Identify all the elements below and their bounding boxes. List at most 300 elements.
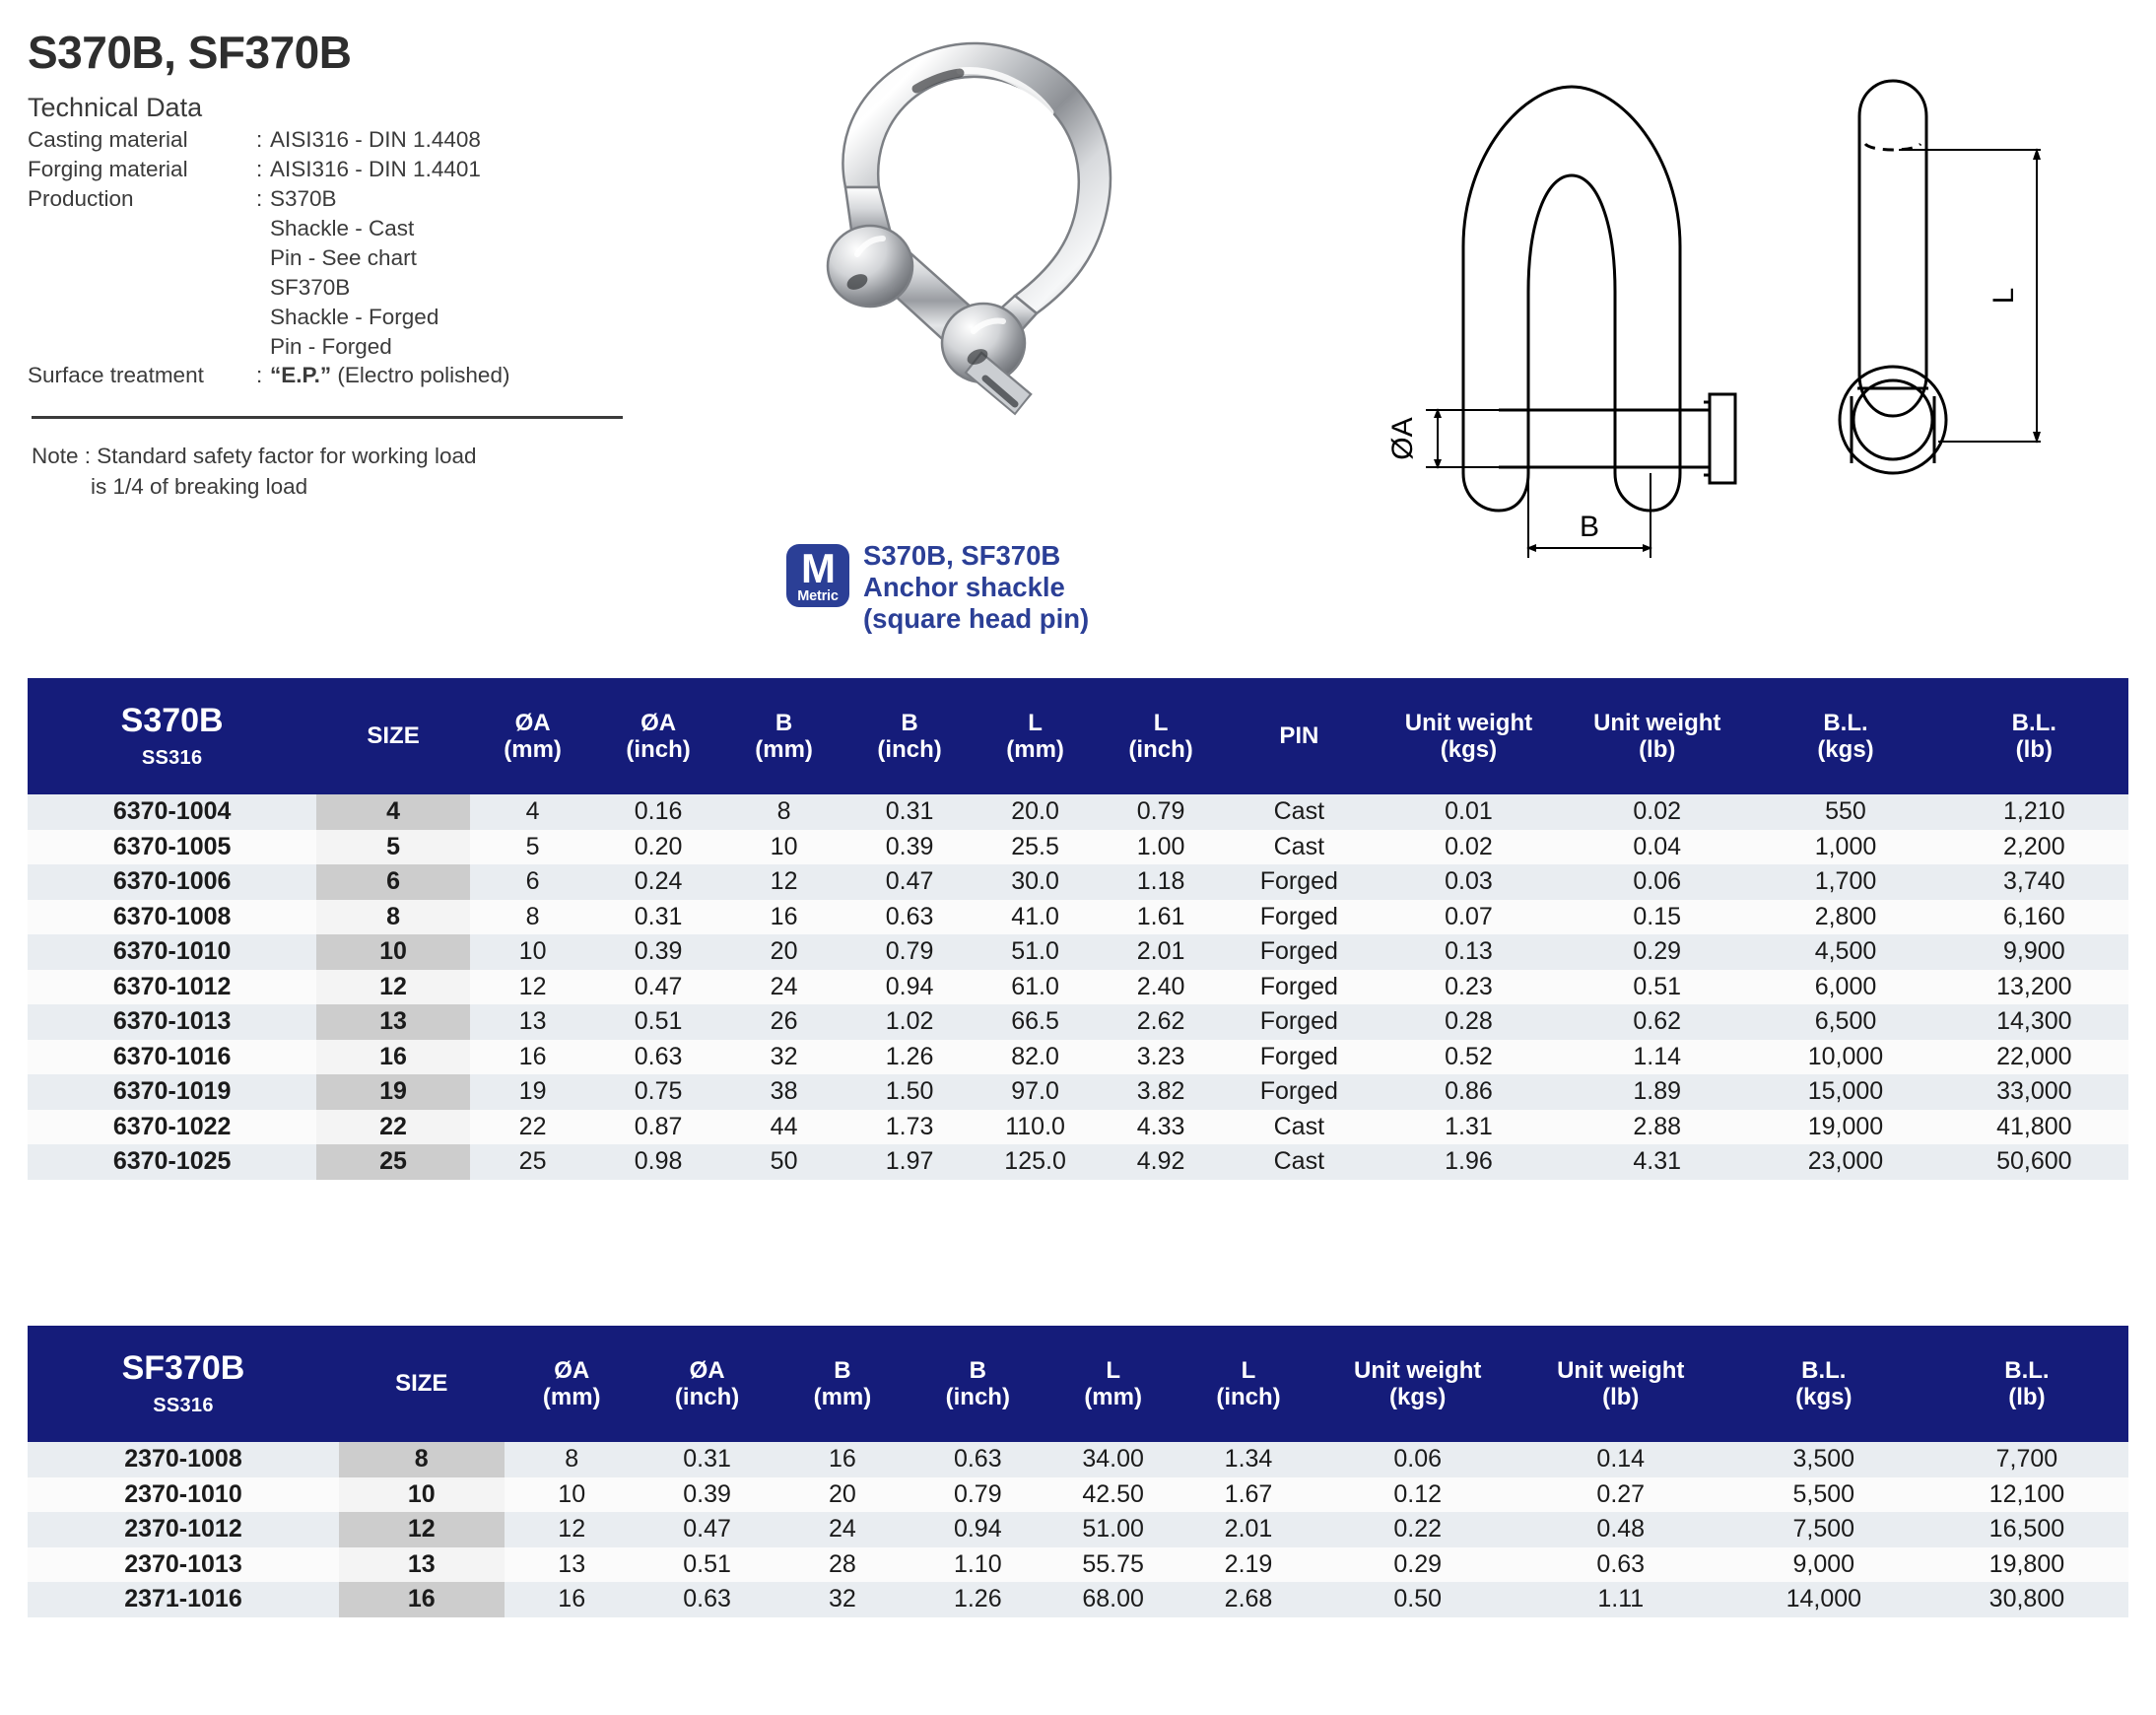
cell-value: 6 bbox=[470, 864, 596, 900]
cell-value: 19,000 bbox=[1751, 1110, 1939, 1145]
cell-value: 0.12 bbox=[1316, 1477, 1519, 1513]
column-header-name: B.L. bbox=[1823, 709, 1868, 736]
table-row bbox=[28, 1512, 2128, 1547]
cell-size: 19 bbox=[316, 1074, 470, 1110]
front-view-drawing bbox=[1365, 59, 1779, 577]
cell-value: 1,210 bbox=[1940, 794, 2128, 830]
column-header-unit: (inch) bbox=[1216, 1384, 1281, 1410]
cell-value: 4,500 bbox=[1751, 934, 1939, 970]
cell-value: 44 bbox=[721, 1110, 847, 1145]
cell-value: 6,160 bbox=[1940, 900, 2128, 935]
cell-value: 0.31 bbox=[846, 794, 973, 830]
cell-value: Forged bbox=[1224, 1074, 1375, 1110]
column-header-pin bbox=[1224, 678, 1375, 794]
s370b-spec-table bbox=[28, 678, 2128, 1180]
spec-row-surface-treatment bbox=[28, 361, 678, 390]
column-header-name: B bbox=[775, 709, 793, 736]
cell-value: 14,300 bbox=[1940, 1004, 2128, 1040]
column-header-unit: (kgs) bbox=[1389, 1384, 1447, 1410]
cell-value: 16,500 bbox=[1925, 1512, 2128, 1547]
surface-treatment-desc: (Electro polished) bbox=[331, 363, 510, 388]
cell-value: 23,000 bbox=[1751, 1144, 1939, 1180]
table-title: S370B bbox=[120, 701, 224, 739]
technical-data-heading: Technical Data bbox=[28, 93, 203, 122]
cell-value: 20 bbox=[721, 934, 847, 970]
cell-value: 0.04 bbox=[1563, 830, 1751, 865]
spec-label bbox=[28, 332, 256, 362]
cell-value: 3.23 bbox=[1098, 1040, 1224, 1075]
column-header-unit-weight bbox=[1375, 678, 1563, 794]
spec-row bbox=[28, 214, 678, 243]
cell-size: 12 bbox=[339, 1512, 505, 1547]
cell-size: 25 bbox=[316, 1144, 470, 1180]
cell-value: 1.11 bbox=[1519, 1582, 1722, 1617]
spec-row bbox=[28, 155, 678, 184]
cell-value: 13,200 bbox=[1940, 970, 2128, 1005]
spec-label bbox=[28, 214, 256, 243]
cell-value: 20 bbox=[775, 1477, 910, 1513]
cell-value: 0.94 bbox=[846, 970, 973, 1005]
spec-label: Forging material bbox=[28, 156, 188, 181]
column-header-name: B bbox=[901, 709, 918, 736]
cell-value: 8 bbox=[721, 794, 847, 830]
product-photo bbox=[719, 18, 1232, 511]
cell-value: Forged bbox=[1224, 864, 1375, 900]
cell-product-code: 6370-1019 bbox=[28, 1074, 316, 1110]
cell-product-code: 6370-1005 bbox=[28, 830, 316, 865]
cell-value: 0.50 bbox=[1316, 1582, 1519, 1617]
cell-value: Forged bbox=[1224, 1004, 1375, 1040]
column-header-unit: (inch) bbox=[945, 1384, 1010, 1410]
cell-value: 1,700 bbox=[1751, 864, 1939, 900]
table-header-row bbox=[28, 1326, 2128, 1442]
column-header-name: SIZE bbox=[395, 1370, 448, 1398]
cell-size: 12 bbox=[316, 970, 470, 1005]
column-header-name: ØA bbox=[514, 709, 551, 736]
cell-value: 9,900 bbox=[1940, 934, 2128, 970]
cell-value: 55.75 bbox=[1045, 1547, 1180, 1583]
cell-size: 10 bbox=[339, 1477, 505, 1513]
table-row bbox=[28, 1004, 2128, 1040]
cell-value: 0.79 bbox=[910, 1477, 1045, 1513]
column-header-l bbox=[973, 678, 1099, 794]
cell-value: 51.00 bbox=[1045, 1512, 1180, 1547]
cell-value: 0.51 bbox=[640, 1547, 775, 1583]
column-header-unit: (mm) bbox=[813, 1384, 872, 1410]
cell-value: 16 bbox=[721, 900, 847, 935]
cell-value: 12 bbox=[505, 1512, 640, 1547]
note-block bbox=[32, 441, 678, 502]
column-header-b-l bbox=[1722, 1326, 1925, 1442]
spec-row-list bbox=[28, 125, 678, 361]
cell-product-code: 6370-1022 bbox=[28, 1110, 316, 1145]
cell-product-code: 6370-1008 bbox=[28, 900, 316, 935]
column-header-unit: (inch) bbox=[1128, 736, 1193, 763]
cell-size: 16 bbox=[339, 1582, 505, 1617]
cell-size: 5 bbox=[316, 830, 470, 865]
column-header-b bbox=[846, 678, 973, 794]
column-header-b-l bbox=[1751, 678, 1939, 794]
cell-value: 4 bbox=[470, 794, 596, 830]
cell-value: 0.63 bbox=[910, 1442, 1045, 1477]
cell-value: 0.01 bbox=[1375, 794, 1563, 830]
anchor-shackle-photo-illustration bbox=[719, 18, 1232, 511]
shackle-front-view-svg bbox=[1365, 59, 1779, 572]
cell-size: 4 bbox=[316, 794, 470, 830]
cell-value: 68.00 bbox=[1045, 1582, 1180, 1617]
cell-value: 12 bbox=[721, 864, 847, 900]
table-row bbox=[28, 1074, 2128, 1110]
column-header-unit-weight bbox=[1519, 1326, 1722, 1442]
cell-value: 0.79 bbox=[846, 934, 973, 970]
cell-value: 9,000 bbox=[1722, 1547, 1925, 1583]
cell-size: 10 bbox=[316, 934, 470, 970]
table-row bbox=[28, 1144, 2128, 1180]
note-line-1: Note : Standard safety factor for working load bbox=[32, 444, 477, 469]
horizontal-divider bbox=[32, 416, 623, 419]
cell-value: 2.19 bbox=[1180, 1547, 1315, 1583]
cell-value: 2,200 bbox=[1940, 830, 2128, 865]
cell-value: 0.02 bbox=[1563, 794, 1751, 830]
cell-value: 5,500 bbox=[1722, 1477, 1925, 1513]
cell-value: 50 bbox=[721, 1144, 847, 1180]
cell-value: 8 bbox=[505, 1442, 640, 1477]
cell-value: 0.62 bbox=[1563, 1004, 1751, 1040]
column-header-b bbox=[910, 1326, 1045, 1442]
spec-value: Shackle - Cast bbox=[270, 215, 415, 240]
spec-colon bbox=[256, 332, 270, 362]
cell-value: 34.00 bbox=[1045, 1442, 1180, 1477]
cell-value: 22 bbox=[470, 1110, 596, 1145]
spec-value: Shackle - Forged bbox=[270, 304, 439, 329]
column-header-unit: (inch) bbox=[877, 736, 942, 763]
cell-size: 8 bbox=[339, 1442, 505, 1477]
spec-row bbox=[28, 303, 678, 332]
column-header-unit: (kgs) bbox=[1795, 1384, 1853, 1410]
cell-value: 32 bbox=[775, 1582, 910, 1617]
cell-value: 2.62 bbox=[1098, 1004, 1224, 1040]
table-subtitle: SS316 bbox=[141, 746, 203, 769]
cell-value: 3.82 bbox=[1098, 1074, 1224, 1110]
cell-product-code: 2370-1010 bbox=[28, 1477, 339, 1513]
cell-value: 20.0 bbox=[973, 794, 1099, 830]
spec-colon bbox=[256, 214, 270, 243]
cell-value: 41,800 bbox=[1940, 1110, 2128, 1145]
cell-value: 32 bbox=[721, 1040, 847, 1075]
cell-value: 3,740 bbox=[1940, 864, 2128, 900]
cell-value: 0.15 bbox=[1563, 900, 1751, 935]
spec-value: Pin - See chart bbox=[270, 244, 417, 270]
column-header-name: Unit weight bbox=[1557, 1356, 1685, 1384]
column-header-name: B.L. bbox=[1801, 1356, 1847, 1384]
column-header-l bbox=[1180, 1326, 1315, 1442]
column-header-a bbox=[595, 678, 721, 794]
table-title: SF370B bbox=[121, 1348, 245, 1387]
column-header-name: SIZE bbox=[367, 722, 420, 750]
table-row bbox=[28, 1477, 2128, 1513]
column-header-size bbox=[316, 678, 470, 794]
cell-value: 0.28 bbox=[1375, 1004, 1563, 1040]
metric-badge-word: Metric bbox=[797, 588, 839, 604]
cell-product-code: 2370-1008 bbox=[28, 1442, 339, 1477]
cell-value: 26 bbox=[721, 1004, 847, 1040]
cell-value: 0.07 bbox=[1375, 900, 1563, 935]
page-title: S370B, SF370B bbox=[28, 27, 352, 78]
spec-colon: : bbox=[256, 363, 263, 388]
cell-value: 16 bbox=[505, 1582, 640, 1617]
cell-product-code: 6370-1025 bbox=[28, 1144, 316, 1180]
cell-value: 0.23 bbox=[1375, 970, 1563, 1005]
column-header-unit-weight bbox=[1316, 1326, 1519, 1442]
cell-value: 0.14 bbox=[1519, 1442, 1722, 1477]
cell-value: 16 bbox=[775, 1442, 910, 1477]
cell-value: 0.39 bbox=[846, 830, 973, 865]
column-header-name: L bbox=[1106, 1356, 1120, 1384]
column-header-name: B bbox=[834, 1356, 851, 1384]
table-corner-header bbox=[28, 678, 316, 794]
cell-value: 97.0 bbox=[973, 1074, 1099, 1110]
cell-value: 61.0 bbox=[973, 970, 1099, 1005]
cell-product-code: 6370-1010 bbox=[28, 934, 316, 970]
cell-value: 0.75 bbox=[595, 1074, 721, 1110]
cell-value: Forged bbox=[1224, 970, 1375, 1005]
table-row bbox=[28, 794, 2128, 830]
cell-value: 12 bbox=[470, 970, 596, 1005]
cell-value: 2.88 bbox=[1563, 1110, 1751, 1145]
spec-colon: : bbox=[256, 185, 263, 211]
column-header-unit: (mm) bbox=[1084, 1384, 1142, 1410]
column-header-unit: (mm) bbox=[542, 1384, 601, 1410]
cell-value: 0.47 bbox=[846, 864, 973, 900]
cell-value: 110.0 bbox=[973, 1110, 1099, 1145]
cell-value: 14,000 bbox=[1722, 1582, 1925, 1617]
table-row bbox=[28, 830, 2128, 865]
cell-value: 2.01 bbox=[1180, 1512, 1315, 1547]
table-row bbox=[28, 970, 2128, 1005]
header-section bbox=[0, 0, 2156, 670]
cell-value: Forged bbox=[1224, 900, 1375, 935]
cell-value: Cast bbox=[1224, 830, 1375, 865]
cell-value: 1.73 bbox=[846, 1110, 973, 1145]
column-header-name: Unit weight bbox=[1354, 1356, 1482, 1384]
cell-value: 0.24 bbox=[595, 864, 721, 900]
cell-size: 13 bbox=[339, 1547, 505, 1583]
cell-value: 0.31 bbox=[640, 1442, 775, 1477]
cell-value: 1.97 bbox=[846, 1144, 973, 1180]
cell-value: 1.10 bbox=[910, 1547, 1045, 1583]
caption-line-2: Anchor shackle bbox=[863, 572, 1065, 603]
cell-product-code: 2371-1016 bbox=[28, 1582, 339, 1617]
metric-badge-icon bbox=[786, 544, 849, 607]
table-subtitle: SS316 bbox=[153, 1394, 214, 1416]
cell-value: 1.31 bbox=[1375, 1110, 1563, 1145]
spec-colon bbox=[256, 273, 270, 303]
table-row bbox=[28, 864, 2128, 900]
table-row bbox=[28, 1547, 2128, 1583]
surface-treatment-code: “E.P.” bbox=[270, 363, 332, 388]
cell-value: 0.16 bbox=[595, 794, 721, 830]
cell-value: 19,800 bbox=[1925, 1547, 2128, 1583]
cell-value: 0.39 bbox=[595, 934, 721, 970]
cell-value: 0.31 bbox=[595, 900, 721, 935]
cell-value: 0.27 bbox=[1519, 1477, 1722, 1513]
spec-row bbox=[28, 184, 678, 214]
cell-value: 1.26 bbox=[910, 1582, 1045, 1617]
column-header-unit: (kgs) bbox=[1817, 736, 1874, 763]
cell-value: 0.06 bbox=[1563, 864, 1751, 900]
cell-size: 6 bbox=[316, 864, 470, 900]
column-header-unit: (lb) bbox=[2015, 736, 2053, 763]
column-header-unit: (inch) bbox=[674, 1384, 740, 1410]
note-line-2: is 1/4 of breaking load bbox=[91, 474, 308, 500]
table-row bbox=[28, 1040, 2128, 1075]
cell-value: 30.0 bbox=[973, 864, 1099, 900]
sf370b-spec-table bbox=[28, 1326, 2128, 1617]
cell-value: Cast bbox=[1224, 794, 1375, 830]
spec-value: AISI316 - DIN 1.4408 bbox=[270, 127, 481, 153]
cell-value: 1.14 bbox=[1563, 1040, 1751, 1075]
cell-value: 3,500 bbox=[1722, 1442, 1925, 1477]
cell-value: 4.33 bbox=[1098, 1110, 1224, 1145]
table-row bbox=[28, 1582, 2128, 1617]
column-header-name: Unit weight bbox=[1593, 709, 1721, 736]
table-corner-header bbox=[28, 1326, 339, 1442]
cell-value: 0.06 bbox=[1316, 1442, 1519, 1477]
dimension-label-diameter-a: ØA bbox=[1386, 417, 1419, 460]
cell-product-code: 2370-1012 bbox=[28, 1512, 339, 1547]
column-header-b-l bbox=[1940, 678, 2128, 794]
spec-colon bbox=[256, 243, 270, 273]
cell-value: 0.47 bbox=[595, 970, 721, 1005]
cell-value: 1,000 bbox=[1751, 830, 1939, 865]
cell-value: 0.86 bbox=[1375, 1074, 1563, 1110]
cell-value: 25.5 bbox=[973, 830, 1099, 865]
spec-colon: : bbox=[256, 127, 263, 153]
cell-value: 10 bbox=[505, 1477, 640, 1513]
cell-value: 25 bbox=[470, 1144, 596, 1180]
spec-value: Pin - Forged bbox=[270, 333, 392, 359]
spec-label bbox=[28, 273, 256, 303]
cell-value: 28 bbox=[775, 1547, 910, 1583]
column-header-a bbox=[640, 1326, 775, 1442]
spec-label bbox=[28, 243, 256, 273]
cell-product-code: 6370-1016 bbox=[28, 1040, 316, 1075]
cell-value: 10 bbox=[721, 830, 847, 865]
sf370b-table-block bbox=[0, 1326, 2156, 1617]
column-header-b-l bbox=[1925, 1326, 2128, 1442]
cell-value: 7,500 bbox=[1722, 1512, 1925, 1547]
spec-label: Casting material bbox=[28, 127, 188, 153]
cell-value: 550 bbox=[1751, 794, 1939, 830]
cell-value: 15,000 bbox=[1751, 1074, 1939, 1110]
cell-value: 0.52 bbox=[1375, 1040, 1563, 1075]
spec-row bbox=[28, 243, 678, 273]
table-row bbox=[28, 900, 2128, 935]
cell-value: 7,700 bbox=[1925, 1442, 2128, 1477]
spec-label bbox=[28, 303, 256, 332]
cell-value: 10,000 bbox=[1751, 1040, 1939, 1075]
cell-product-code: 6370-1006 bbox=[28, 864, 316, 900]
cell-value: 6,000 bbox=[1751, 970, 1939, 1005]
cell-value: 10 bbox=[470, 934, 596, 970]
column-header-unit: (lb) bbox=[1602, 1384, 1640, 1410]
cell-value: 66.5 bbox=[973, 1004, 1099, 1040]
column-header-unit: (lb) bbox=[2008, 1384, 2046, 1410]
spec-value: AISI316 - DIN 1.4401 bbox=[270, 156, 481, 181]
caption-text-block bbox=[863, 540, 1089, 636]
column-header-name: B.L. bbox=[2004, 1356, 2050, 1384]
cell-value: 0.03 bbox=[1375, 864, 1563, 900]
cell-product-code: 6370-1004 bbox=[28, 794, 316, 830]
table-row bbox=[28, 1442, 2128, 1477]
cell-product-code: 6370-1012 bbox=[28, 970, 316, 1005]
cell-value: 0.87 bbox=[595, 1110, 721, 1145]
cell-value: 16 bbox=[470, 1040, 596, 1075]
cell-value: 1.18 bbox=[1098, 864, 1224, 900]
spec-label-surface-treatment: Surface treatment bbox=[28, 363, 204, 388]
cell-value: 0.51 bbox=[1563, 970, 1751, 1005]
column-header-unit: (kgs) bbox=[1440, 736, 1498, 763]
side-view-drawing bbox=[1818, 49, 2153, 488]
cell-value: Cast bbox=[1224, 1110, 1375, 1145]
column-header-name: Unit weight bbox=[1404, 709, 1533, 736]
cell-value: 0.29 bbox=[1563, 934, 1751, 970]
dimension-label-l: L bbox=[1988, 287, 2020, 305]
column-header-name: PIN bbox=[1279, 722, 1319, 750]
column-header-l bbox=[1098, 678, 1224, 794]
column-header-a bbox=[505, 1326, 640, 1442]
cell-value: 33,000 bbox=[1940, 1074, 2128, 1110]
caption-line-3: (square head pin) bbox=[863, 603, 1090, 635]
s370b-table-block bbox=[0, 678, 2156, 1180]
cell-value: 0.13 bbox=[1375, 934, 1563, 970]
spec-label: Production bbox=[28, 185, 134, 211]
cell-value: 1.61 bbox=[1098, 900, 1224, 935]
cell-value: 0.48 bbox=[1519, 1512, 1722, 1547]
cell-value: 0.02 bbox=[1375, 830, 1563, 865]
column-header-unit: (mm) bbox=[504, 736, 562, 763]
column-header-name: ØA bbox=[640, 709, 677, 736]
spec-value: SF370B bbox=[270, 274, 351, 300]
column-header-a bbox=[470, 678, 596, 794]
cell-value: 0.94 bbox=[910, 1512, 1045, 1547]
column-header-b bbox=[721, 678, 847, 794]
cell-value: 22,000 bbox=[1940, 1040, 2128, 1075]
column-header-name: B bbox=[969, 1356, 986, 1384]
cell-value: 1.67 bbox=[1180, 1477, 1315, 1513]
cell-value: 2.68 bbox=[1180, 1582, 1315, 1617]
cell-value: 4.31 bbox=[1563, 1144, 1751, 1180]
cell-value: 125.0 bbox=[973, 1144, 1099, 1180]
cell-size: 22 bbox=[316, 1110, 470, 1145]
cell-value: 0.79 bbox=[1098, 794, 1224, 830]
cell-value: 0.51 bbox=[595, 1004, 721, 1040]
cell-value: Forged bbox=[1224, 1040, 1375, 1075]
cell-value: 0.98 bbox=[595, 1144, 721, 1180]
column-header-l bbox=[1045, 1326, 1180, 1442]
technical-data-panel bbox=[28, 27, 678, 502]
cell-value: 0.63 bbox=[846, 900, 973, 935]
cell-value: 82.0 bbox=[973, 1040, 1099, 1075]
cell-value: 1.02 bbox=[846, 1004, 973, 1040]
cell-size: 16 bbox=[316, 1040, 470, 1075]
column-header-unit: (inch) bbox=[626, 736, 691, 763]
column-header-unit: (lb) bbox=[1639, 736, 1676, 763]
column-header-b bbox=[775, 1326, 910, 1442]
cell-value: 1.89 bbox=[1563, 1074, 1751, 1110]
cell-product-code: 6370-1013 bbox=[28, 1004, 316, 1040]
cell-value: 1.00 bbox=[1098, 830, 1224, 865]
